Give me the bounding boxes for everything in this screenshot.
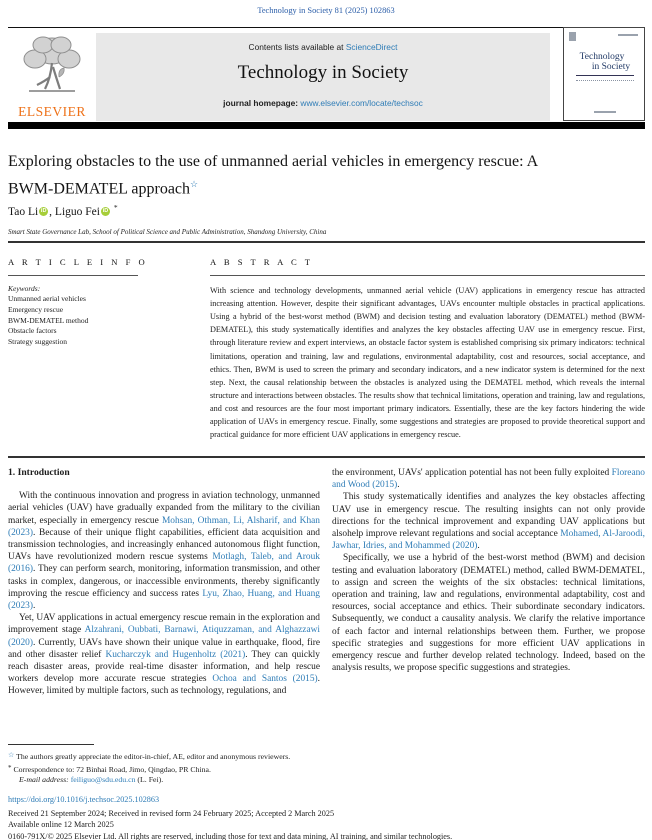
cover-caption-bar xyxy=(576,79,634,81)
journal-homepage-link[interactable]: www.elsevier.com/locate/techsoc xyxy=(300,98,423,108)
banner-divider-bar xyxy=(8,122,645,129)
journal-citation-header[interactable]: Technology in Society 81 (2025) 102863 xyxy=(257,6,395,15)
abstract-text: With science and technology developments, unmanned aerial vehicle (UAV) applications in emergency rescue has attracted increasing attention. However, despite their significant advantages, UAVs encounter multiple obstacles in practical applications. Using a hybrid of the best-worst method (BWM) and decision testing and evaluation laboratory (DEMATEL) method (BWM-DEMATEL), this study systematically identifies and analyzes the key obstacles affecting UAV use in emergency rescue. First, through literature review and expert interviews, an obstacle factor system is established comprising six primary indicators: technical limitations, operation and training, law and regulations, environmental adaptability, cost and resources, social acceptance, and ethics. Then, BWM is used to screen the primary and secondary indicators, and a new indicator system is determined for the next step. Next, the causal relationship between the obstacles is analyzed using the DEMATEL method, which reveals the internal structure and interactions between obstacles. The results show that technical limitations, operation and training, law and regulations, and cost and resources are the four most important primary indicators. Essentially, these are the key factors hindering the wide application of UAVs in emergency rescue. Finally, some suggestions and strategies are proposed to provide theoretical support and practical guidance for more efficient UAV applications in emergency rescue. xyxy=(210,286,645,440)
contents-line xyxy=(96,42,550,52)
text-segment: . They can perform search, monitoring, information transmission, and other tasks in complex, dangerous, or inaccessible environments, thereby significantly improving the rescue efficiency and success rates xyxy=(8,564,320,599)
text-segment: . Because of their unique flight capabilities, efficient data acquisition and transmission technologies, and increasingly enhanced autonomous flight function, UAVs have revolutionized modern rescue systems xyxy=(8,527,320,563)
author-name: Liguo Fei xyxy=(54,205,100,218)
available-online: Available online 12 March 2025 xyxy=(8,820,114,830)
intro-paragraph xyxy=(332,491,645,552)
author-name: Tao Li xyxy=(8,205,39,218)
banner-center xyxy=(96,33,550,121)
text-segment: Yet, UAV applications in actual emergency rescue remain in the exploration and improvement stage xyxy=(8,613,320,636)
body-column-left xyxy=(8,467,320,698)
journal-cover-thumbnail xyxy=(563,27,645,121)
citation-link[interactable]: Mohsan, Othman, Li, Alsharif, and Khan (2023) xyxy=(8,515,320,538)
text-segment: (L. Fei). xyxy=(135,775,164,785)
page-footer xyxy=(8,795,645,840)
copyright-line: 0160-791X/© 2025 Elsevier Ltd. All rights are reserved, including those for text and data mining, AI training, and similar technologies. xyxy=(8,831,453,840)
cover-masthead-bar xyxy=(618,34,638,36)
elsevier-wordmark: ELSEVIER xyxy=(18,104,86,119)
text-segment: . Currently, UAVs have shown their unique value in earthquake, flood, fire and other disaster relief xyxy=(8,637,320,660)
journal-title: Technology in Society xyxy=(237,62,409,83)
text-segment: . However, limited by multiple factors, such as technology, regulations, and xyxy=(8,674,320,697)
citation-link[interactable]: Kucharczyk and Hugenholtz (2021) xyxy=(105,649,246,660)
citation-link[interactable]: feiliguo@sdu.edu.cn xyxy=(70,775,136,785)
article-title-text: Exploring obstacles to the use of unmanned aerial vehicles in emergency rescue: A BWM-DEMATEL approach xyxy=(8,153,538,198)
citation-link[interactable]: Lyu, Zhao, Huang, and Huang (2023) xyxy=(8,588,320,612)
homepage-line xyxy=(96,98,550,108)
text-segment: . xyxy=(33,601,36,612)
author-separator: , xyxy=(49,205,55,218)
text-segment: . xyxy=(477,541,480,552)
text-segment: the environment, UAVs' application potential has not been fully exploited xyxy=(332,468,612,478)
citation-link[interactable]: Mohamed, Al-Jaroodi, Jawhar, Idries, and Mohammed (2020) xyxy=(332,529,645,552)
cover-bottom-bar xyxy=(594,111,616,113)
footnote-thanks-text: The authors greatly appreciate the editor-in-chief, AE, editor and anonymous reviewers. xyxy=(16,752,291,761)
title-footnote-mark[interactable]: ☆ xyxy=(190,179,199,189)
intro-paragraph xyxy=(8,490,320,612)
footnote-email xyxy=(8,775,645,786)
citation-link[interactable]: Floreano and Wood (2015) xyxy=(332,468,645,491)
footnote-thanks xyxy=(8,750,645,763)
journal-banner xyxy=(8,33,645,121)
footnote-star-mark[interactable]: ☆ xyxy=(8,751,15,759)
intro-paragraph xyxy=(332,467,645,491)
article-info-rule xyxy=(8,275,138,276)
text-segment: With the continuous innovation and progress in aviation technology, unmanned aerial vehicles (UAV) have gradually expanded from the military to the civilian market, especially in emergency rescue xyxy=(8,491,320,526)
article-title xyxy=(8,151,553,200)
keyword-item: BWM-DEMATEL method xyxy=(8,315,89,325)
homepage-prefix: journal homepage: xyxy=(223,98,301,108)
cover-rule xyxy=(576,75,634,76)
article-info-section xyxy=(8,257,198,348)
footnote-correspondence xyxy=(8,763,645,776)
header-rule xyxy=(8,27,645,28)
received-dates: Received 21 September 2024; Received in revised form 24 February 2025; Accepted 2 March 2025 xyxy=(8,809,335,819)
keyword-item: Unmanned aerial vehicles xyxy=(8,294,86,304)
cover-mini-logo xyxy=(569,32,576,41)
affiliation: Smart State Governance Lab, School of Political Science and Public Administration, Shandong University, China xyxy=(8,228,327,236)
text-segment: . xyxy=(397,480,400,491)
elsevier-logo xyxy=(8,33,96,121)
footnote-separator xyxy=(8,744,94,745)
sciencedirect-link[interactable]: ScienceDirect xyxy=(345,42,398,52)
footnotes xyxy=(8,750,645,786)
keyword-item: Obstacle factors xyxy=(8,326,57,336)
abstract-bottom-rule xyxy=(8,456,645,458)
section-heading-introduction: 1. Introduction xyxy=(8,467,70,478)
text-segment: This study systematically identifies and analyzes the key obstacles affecting UAV use in emergency rescue. The resulting insights can not only provide directions for the technical improvement and expanding UAV applications but alsohelp improve relevant regulations and social acceptance xyxy=(332,492,645,540)
keywords-list xyxy=(8,294,198,348)
keywords-label: Keywords: xyxy=(8,284,41,294)
contents-prefix: Contents lists available at xyxy=(248,42,346,52)
citation-link[interactable]: Alzahrani, Oubbati, Barnawi, Atiquzzaman, and Alghazzawi (2020) xyxy=(8,625,321,648)
footnote-correspondence-text: Correspondence to: 72 Binhai Road, Jimo, Qingdao, PR China. xyxy=(13,764,211,774)
orcid-icon[interactable]: iD xyxy=(40,207,47,214)
text-segment: E-mail address: xyxy=(19,775,69,785)
cover-title-line2: in Society xyxy=(591,62,631,72)
cover-title-line1: Technology xyxy=(579,52,625,62)
orcid-icon[interactable]: iD xyxy=(102,207,109,214)
abstract-header: A B S T R A C T xyxy=(210,257,314,267)
abstract-section xyxy=(210,257,645,441)
article-info-header: A R T I C L E I N F O xyxy=(8,257,148,267)
intro-paragraph xyxy=(8,612,320,697)
citation-link[interactable]: Ochoa and Santos (2015) xyxy=(212,674,318,685)
cover-title xyxy=(564,52,640,72)
intro-paragraph xyxy=(332,552,645,674)
corresponding-author-mark: * xyxy=(113,203,118,212)
footnote-asterisk-mark: * xyxy=(8,763,12,772)
text-segment: . They can quickly reach disaster areas, provide real-time disaster information, and help rescue workers develop more accurate rescue strategies xyxy=(8,649,320,685)
abstract-rule xyxy=(210,275,645,276)
text-segment: Specifically, we use a hybrid of the best-worst method (BWM) and decision testing and evaluation laboratory (DEMATEL) method, called BWM-DEMATEL, to assign and screen the weights of the six obstacles: technical limitations, operation and training, law and regulations, environmental adaptability, cost and resources, social acceptance and ethics. Their subordinate secondary indicators. Subsequently, we conduct a causality analysis. We clarify the relative importance of each factor and internal relationships between them. Further, we propose specific strategies and suggestions for more efficient UAV applications in emergency rescue and further develop related technology. Indeed, based on the analysis results, we propose specific suggestions and strategies. xyxy=(332,553,645,674)
keyword-item: Strategy suggestion xyxy=(8,337,67,347)
author-line xyxy=(8,203,118,218)
keyword-item: Emergency rescue xyxy=(8,304,64,314)
doi-link[interactable]: https://doi.org/10.1016/j.techsoc.2025.102863 xyxy=(8,795,160,804)
body-column-right xyxy=(332,467,645,674)
citation-link[interactable]: Motlagh, Taleb, and Arouk (2016) xyxy=(8,552,320,575)
affiliation-rule xyxy=(8,241,645,243)
elsevier-tree-icon xyxy=(13,33,91,101)
